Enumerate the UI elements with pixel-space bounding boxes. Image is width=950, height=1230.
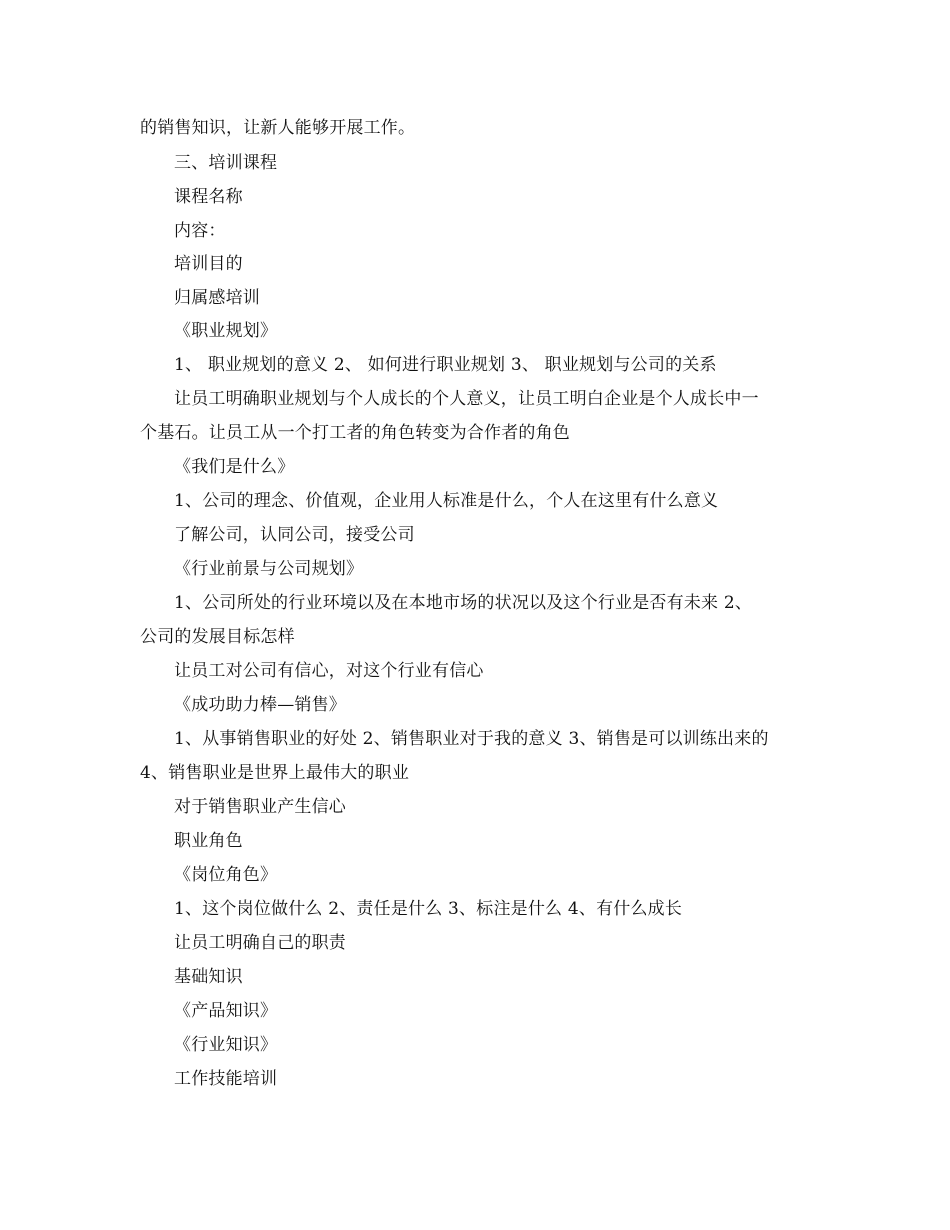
course-title: 《我们是什么》 [174,457,295,477]
paragraph-line: 1、这个岗位做什么 2、责任是什么 3、标注是什么 4、有什么成长 [174,899,683,919]
paragraph-line: 1、从事销售职业的好处 2、销售职业对于我的意义 3、销售是可以训练出来的 [174,729,769,749]
course-title: 《行业前景与公司规划》 [174,559,364,579]
paragraph-line: 基础知识 [174,967,243,987]
course-title: 《岗位角色》 [174,865,278,885]
paragraph-line: 培训目的 [174,254,243,274]
paragraph-line: 1、公司所处的行业环境以及在本地市场的状况以及这个行业是否有未来 2、 [174,593,753,613]
paragraph-line: 4、销售职业是世界上最伟大的职业 [140,763,410,783]
paragraph-line: 归属感培训 [174,288,260,308]
paragraph-line: 了解公司，认同公司，接受公司 [174,525,415,545]
paragraph-line: 1、公司的理念、价值观，企业用人标准是什么，个人在这里有什么意义 [174,491,719,511]
paragraph-line: 让员工明确职业规划与个人成长的个人意义，让员工明白企业是个人成长中一 [174,389,759,409]
paragraph-line: 个基石。让员工从一个打工者的角色转变为合作者的角色 [140,423,570,443]
section-heading: 三、培训课程 [174,153,278,173]
course-title: 《行业知识》 [174,1035,278,1055]
course-title: 《产品知识》 [174,1001,278,1021]
paragraph-line: 让员工对公司有信心，对这个行业有信心 [174,661,484,681]
paragraph-line: 让员工明确自己的职责 [174,933,346,953]
paragraph-line: 职业角色 [174,831,243,851]
paragraph-line: 对于销售职业产生信心 [174,797,346,817]
paragraph-line: 工作技能培训 [174,1069,278,1089]
course-title: 《成功助力棒—销售》 [174,695,346,715]
paragraph-line: 的销售知识，让新人能够开展工作。 [140,118,416,138]
paragraph-line: 内容： [174,221,226,241]
paragraph-line: 公司的发展目标怎样 [140,627,295,647]
paragraph-line: 1、 职业规划的意义 2、 如何进行职业规划 3、 职业规划与公司的关系 [174,355,717,375]
paragraph-line: 课程名称 [174,187,243,207]
course-title: 《职业规划》 [174,321,278,341]
